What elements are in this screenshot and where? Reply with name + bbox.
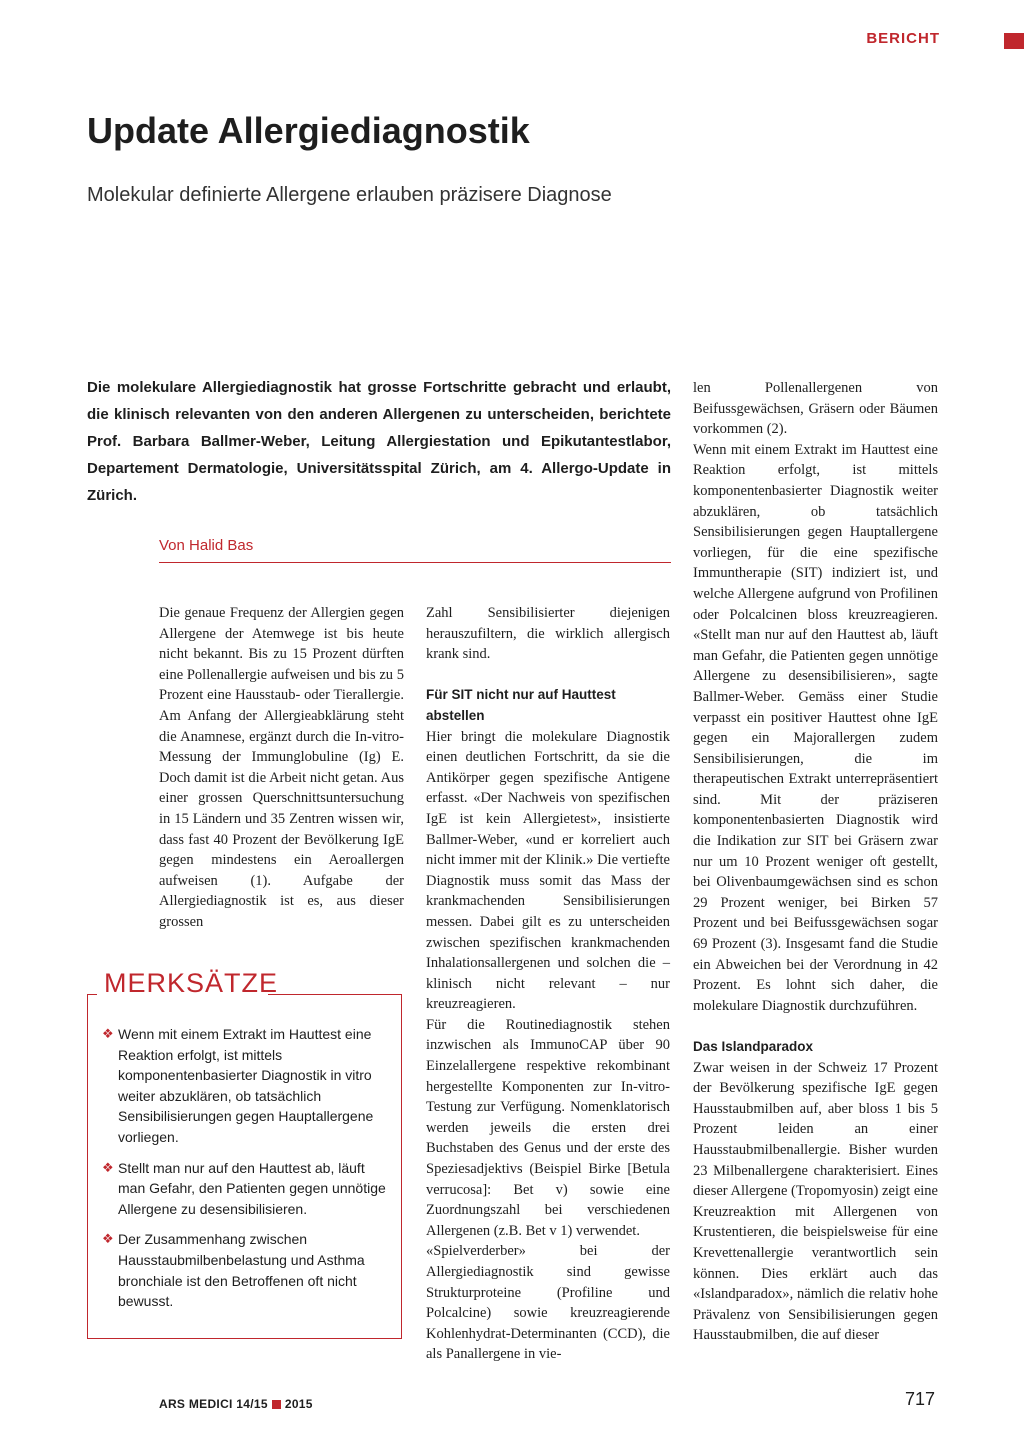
merksaetze-title: MERKSÄTZE <box>104 968 279 998</box>
body-paragraph: Für die Routinediagnostik stehen inzwischen als ImmunoCAP über 90 Einzelallergene respektive rekombinant hergestellte Komponenten zur In-vitro-Testung zur Verfügung. Nomenklatorisch werden jeweils die ersten drei Buchstaben des Genus und der erste des Speziesadjektivs (Beispiel Birke [Betula verrucosa]: Bet v) sowie eine Zuordnungszahl bei verschiedenen Allergenen (z.B. Bet v 1) verwendet. <box>426 1016 670 1239</box>
box-border <box>87 994 97 995</box>
body-column-2 <box>426 603 670 1365</box>
body-paragraph: Hier bringt die molekulare Diagnostik einen deutlichen Fortschritt, da sie die Antikörper gegen spezifische Antigene erfasst. «Der Nachweis von spezifischen IgE ist kein Allergietest», insistierte Ballmer-Weber, «und er korreliert auch nicht immer mit der Klinik.» Die vertiefte Diagnostik muss somit das Mass der krankmachenden Sensibilisierungen messen. Dabei gilt es zu unterscheiden zwischen spezifischen krankmachenden Inhalationsallergenen und solchen die – klinisch nicht relevant – nur kreuzreagieren. <box>426 728 670 1013</box>
section-heading: Für SIT nicht nur auf Hauttest abstellen <box>426 687 616 723</box>
article-title: Update Allergiediagnostik <box>87 110 530 151</box>
body-paragraph: len Pollenallergenen von Beifussgewächsen, Gräsern oder Bäumen vorkommen (2). <box>693 380 938 438</box>
body-paragraph: Wenn mit einem Extrakt im Hauttest eine Reaktion erfolgt, ist mittels komponentenbasierter Diagnostik weiter abzuklären, ob tatsächlich Sensibilisierungen gegen Hauptallergene vorliegen, für die eine spezifische Immuntherapie (SIT) indiziert ist, und welche Allergene aufgrund von Profilinen oder Polcalcinen bloss kreuzreagieren. «Stellt man nur auf den Hauttest ab, läuft man Gefahr, die Patienten gegen unnötige Allergene zu desensibilisieren», sagte Ballmer-Weber. Gemäss einer Studie verpasst ein positiver Hauttest ohne IgE gegen ein Majorallergen zudem Sensibilisierungen, die im therapeutischen Extrakt unterrepräsentiert sind. Mit der präziseren komponentenbasierten Diagnostik wird die Indikation zur SIT bei Gräsern zwar nur um 10 Prozent weniger oft gestellt, bei Olivenbaumgewächsen sind es schon 29 Prozent weniger, bei Birken 57 Prozent und bei Beifussgewächsen sogar 69 Prozent (3). Insgesamt fand die Studie ein Abweichen bei der Verordnung in 42 Prozent. Es lohnt sich daher, die molekulare Diagnostik durchzuführen. <box>693 441 938 1014</box>
body-column-3 <box>693 378 938 1346</box>
diamond-bullet-icon: ❖ <box>102 1159 114 1175</box>
page-number: 717 <box>905 1389 936 1409</box>
journal-name: ARS MEDICI 14/15 <box>159 1397 268 1411</box>
body-paragraph: Zwar weisen in der Schweiz 17 Prozent der Bevölkerung spezifische IgE gegen Hausstaubmilben auf, aber bloss 1 bis 5 Prozent leiden an einer Hausstaubmilbenallergie. Bisher wurden 23 Milbenallergene charakterisiert. Eines dieser Allergene (Tropomyosin) zeigt eine Kreuzreaktion mit Allergenen von Krustentieren, die beispielsweise für eine Krevettenallergie verantwortlich sein können. Dies erklärt auch das «Islandparadox», nämlich die relativ hohe Prävalenz von Sensibilisierungen gegen Hausstaubmilben, die auf dieser <box>693 1059 938 1344</box>
journal-year: 2015 <box>284 1397 313 1411</box>
body-paragraph: Zahl Sensibilisierter diejenigen herauszufiltern, die wirklich allergisch krank sind. <box>426 605 670 663</box>
list-item: ❖ Stellt man nur auf den Hauttest ab, läuft man Gefahr, den Patienten gegen unnötige Allergene zu desensibilisieren. <box>102 1159 386 1217</box>
list-item: ❖ Wenn mit einem Extrakt im Hauttest eine Reaktion erfolgt, ist mittels komponentenbasierter Diagnostik in vitro weiter abzuklären, ob tatsächlich Sensibilisierungen gegen Hauptallergene vorliegen. <box>102 1026 374 1145</box>
list-item: ❖ Der Zusammenhang zwischen Hausstaubmilbenbelastung und Asthma bronchiale ist den Betroffenen oft nicht bewusst. <box>102 1231 365 1310</box>
footer-square-icon <box>272 1400 281 1409</box>
section-marker <box>1004 33 1024 49</box>
merksaetze-list <box>102 1024 390 1322</box>
body-column-1 <box>159 603 404 933</box>
lead-paragraph: Die molekulare Allergiediagnostik hat grosse Fortschritte gebracht und erlaubt, die klinisch relevanten von den anderen Allergenen zu unterscheiden, berichtete Prof. Barbara Ballmer-Weber, Leitung Allergiestation und Epikutantestlabor, Departement Dermatologie, Universitätsspital Zürich, am 4. Allergo-Update in Zürich. <box>87 379 671 504</box>
body-paragraph: «Spielverderber» bei der Allergiediagnostik sind gewisse Strukturproteine (Profiline und Polcalcine) sowie kreuzreagierende Kohlenhydrat-Determinanten (CCD), die als Panallergene in vie- <box>426 1243 670 1363</box>
section-heading: Das Islandparadox <box>693 1039 814 1054</box>
article-subtitle: Molekular definierte Allergene erlauben präzisere Diagnose <box>87 184 612 206</box>
byline-divider <box>159 562 671 563</box>
box-border <box>268 994 402 995</box>
footer-journal <box>159 1397 313 1411</box>
diamond-bullet-icon: ❖ <box>102 1231 114 1247</box>
section-label: BERICHT <box>866 30 940 47</box>
body-paragraph: Die genaue Frequenz der Allergien gegen Allergene der Atemwege ist bis heute nicht bekannt. Bis zu 15 Prozent dürften eine Pollenallergie aufweisen und bis zu 5 Prozent eine Hausstaub- oder Tierallergie. Am Anfang der Allergieabklärung steht die Anamnese, ergänzt durch die In-vitro-Messung der Immunglobuline (Ig) E. Doch damit ist die Arbeit nicht getan. Aus einer grossen Querschnittsuntersuchung in 15 Ländern und 35 Zentren wissen wir, dass fast 40 Prozent der Bevölkerung IgE gegen mindestens ein Aeroallergen aufweisen (1). Aufgabe der Allergiediagnostik ist es, aus dieser grossen <box>159 605 404 930</box>
diamond-bullet-icon: ❖ <box>102 1026 114 1041</box>
author-byline: Von Halid Bas <box>159 537 254 554</box>
